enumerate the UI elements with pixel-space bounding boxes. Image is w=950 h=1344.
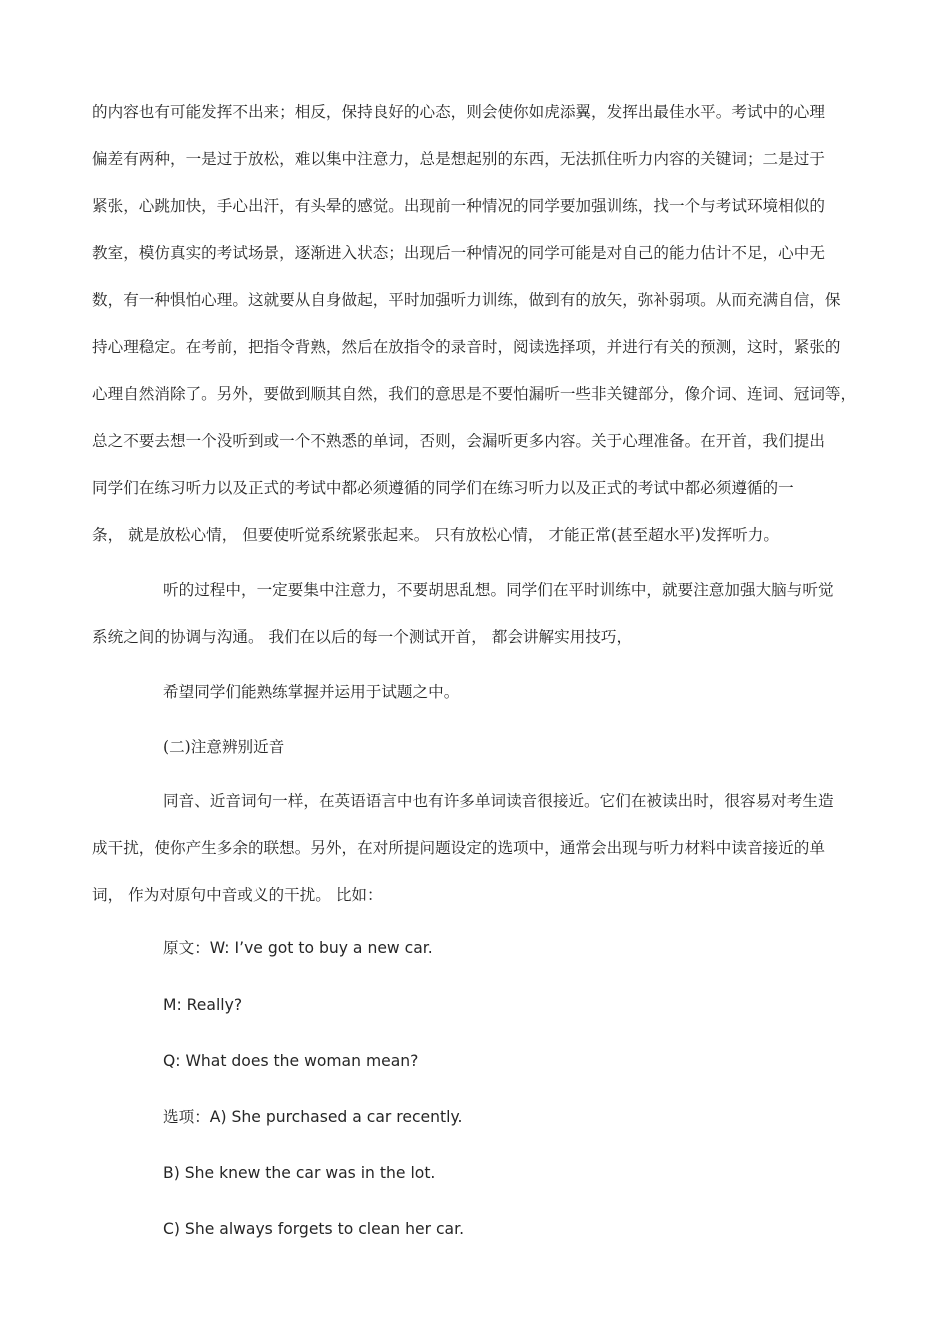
paragraph-1-line-3: 紧张，心跳加快，手心出汗，有头晕的感觉。出现前一种情况的同学要加强训练，找一个与考试环境相似的 xyxy=(92,197,825,215)
paragraph-3: 希望同学们能熟练掌握并运用于试题之中。 xyxy=(163,683,460,701)
example-original-label: 原文： xyxy=(163,939,210,957)
paragraph-4-line-2: 成干扰，使你产生多余的联想。另外，在对所提问题设定的选项中，通常会出现与听力材料中读音接近的单 xyxy=(92,839,825,857)
paragraph-4-line-1: 同音、近音词句一样，在英语语言中也有许多单词读音很接近。它们在被读出时，很容易对考生造 xyxy=(163,792,834,810)
paragraph-2-line-2: 系统之间的协调与沟通。 我们在以后的每一个测试开首， 都会讲解实用技巧， xyxy=(92,628,633,646)
paragraph-1-line-9: 同学们在练习听力以及正式的考试中都必须遵循的同学们在练习听力以及正式的考试中都必须遵循的一 xyxy=(92,479,794,497)
paragraph-1-line-6: 持心理稳定。在考前，把指令背熟，然后在放指令的录音时，阅读选择项，并进行有关的预测，这时，紧张的 xyxy=(92,338,841,356)
example-question: Q: What does the woman mean? xyxy=(163,1052,419,1070)
example-option-b: B) She knew the car was in the lot. xyxy=(163,1164,436,1182)
paragraph-1-line-10: 条， 就是放松心情， 但要使听觉系统紧张起来。 只有放松心情， 才能正常(甚至超水平)发挥听力。 xyxy=(92,526,779,544)
paragraph-4-line-3: 词， 作为对原句中音或义的干扰。 比如： xyxy=(92,886,383,904)
example-option-a: A) She purchased a car recently. xyxy=(209,1108,463,1126)
paragraph-1-line-7: 心理自然消除了。另外，要做到顺其自然，我们的意思是不要怕漏听一些非关键部分，像介词、连词、冠词等， xyxy=(92,385,857,403)
example-options xyxy=(163,1106,462,1128)
section-heading: (二)注意辨别近音 xyxy=(163,738,285,756)
paragraph-1-line-1: 的内容也有可能发挥不出来；相反，保持良好的心态，则会使你如虎添翼，发挥出最佳水平。考试中的心理 xyxy=(92,103,825,121)
paragraph-1-line-2: 偏差有两种，一是过于放松，难以集中注意力，总是想起别的东西，无法抓住听力内容的关键词；二是过于 xyxy=(92,150,825,168)
example-original xyxy=(163,937,433,959)
paragraph-2-line-1: 听的过程中，一定要集中注意力，不要胡思乱想。同学们在平时训练中，就要注意加强大脑与听觉 xyxy=(163,581,834,599)
example-man-line: M: Really? xyxy=(163,996,243,1014)
paragraph-1-line-5: 数，有一种惧怕心理。这就要从自身做起，平时加强听力训练，做到有的放矢，弥补弱项。从而充满自信，保 xyxy=(92,291,841,309)
paragraph-1-line-4: 教室，模仿真实的考试场景，逐渐进入状态；出现后一种情况的同学可能是对自己的能力估计不足，心中无 xyxy=(92,244,825,262)
paragraph-1-line-8: 总之不要去想一个没听到或一个不熟悉的单词，否则，会漏听更多内容。关于心理准备。在开首，我们提出 xyxy=(92,432,825,450)
example-option-c: C) She always forgets to clean her car. xyxy=(163,1220,465,1238)
example-original-text: W: I’ve got to buy a new car. xyxy=(209,939,433,957)
example-options-label: 选项： xyxy=(163,1108,210,1126)
